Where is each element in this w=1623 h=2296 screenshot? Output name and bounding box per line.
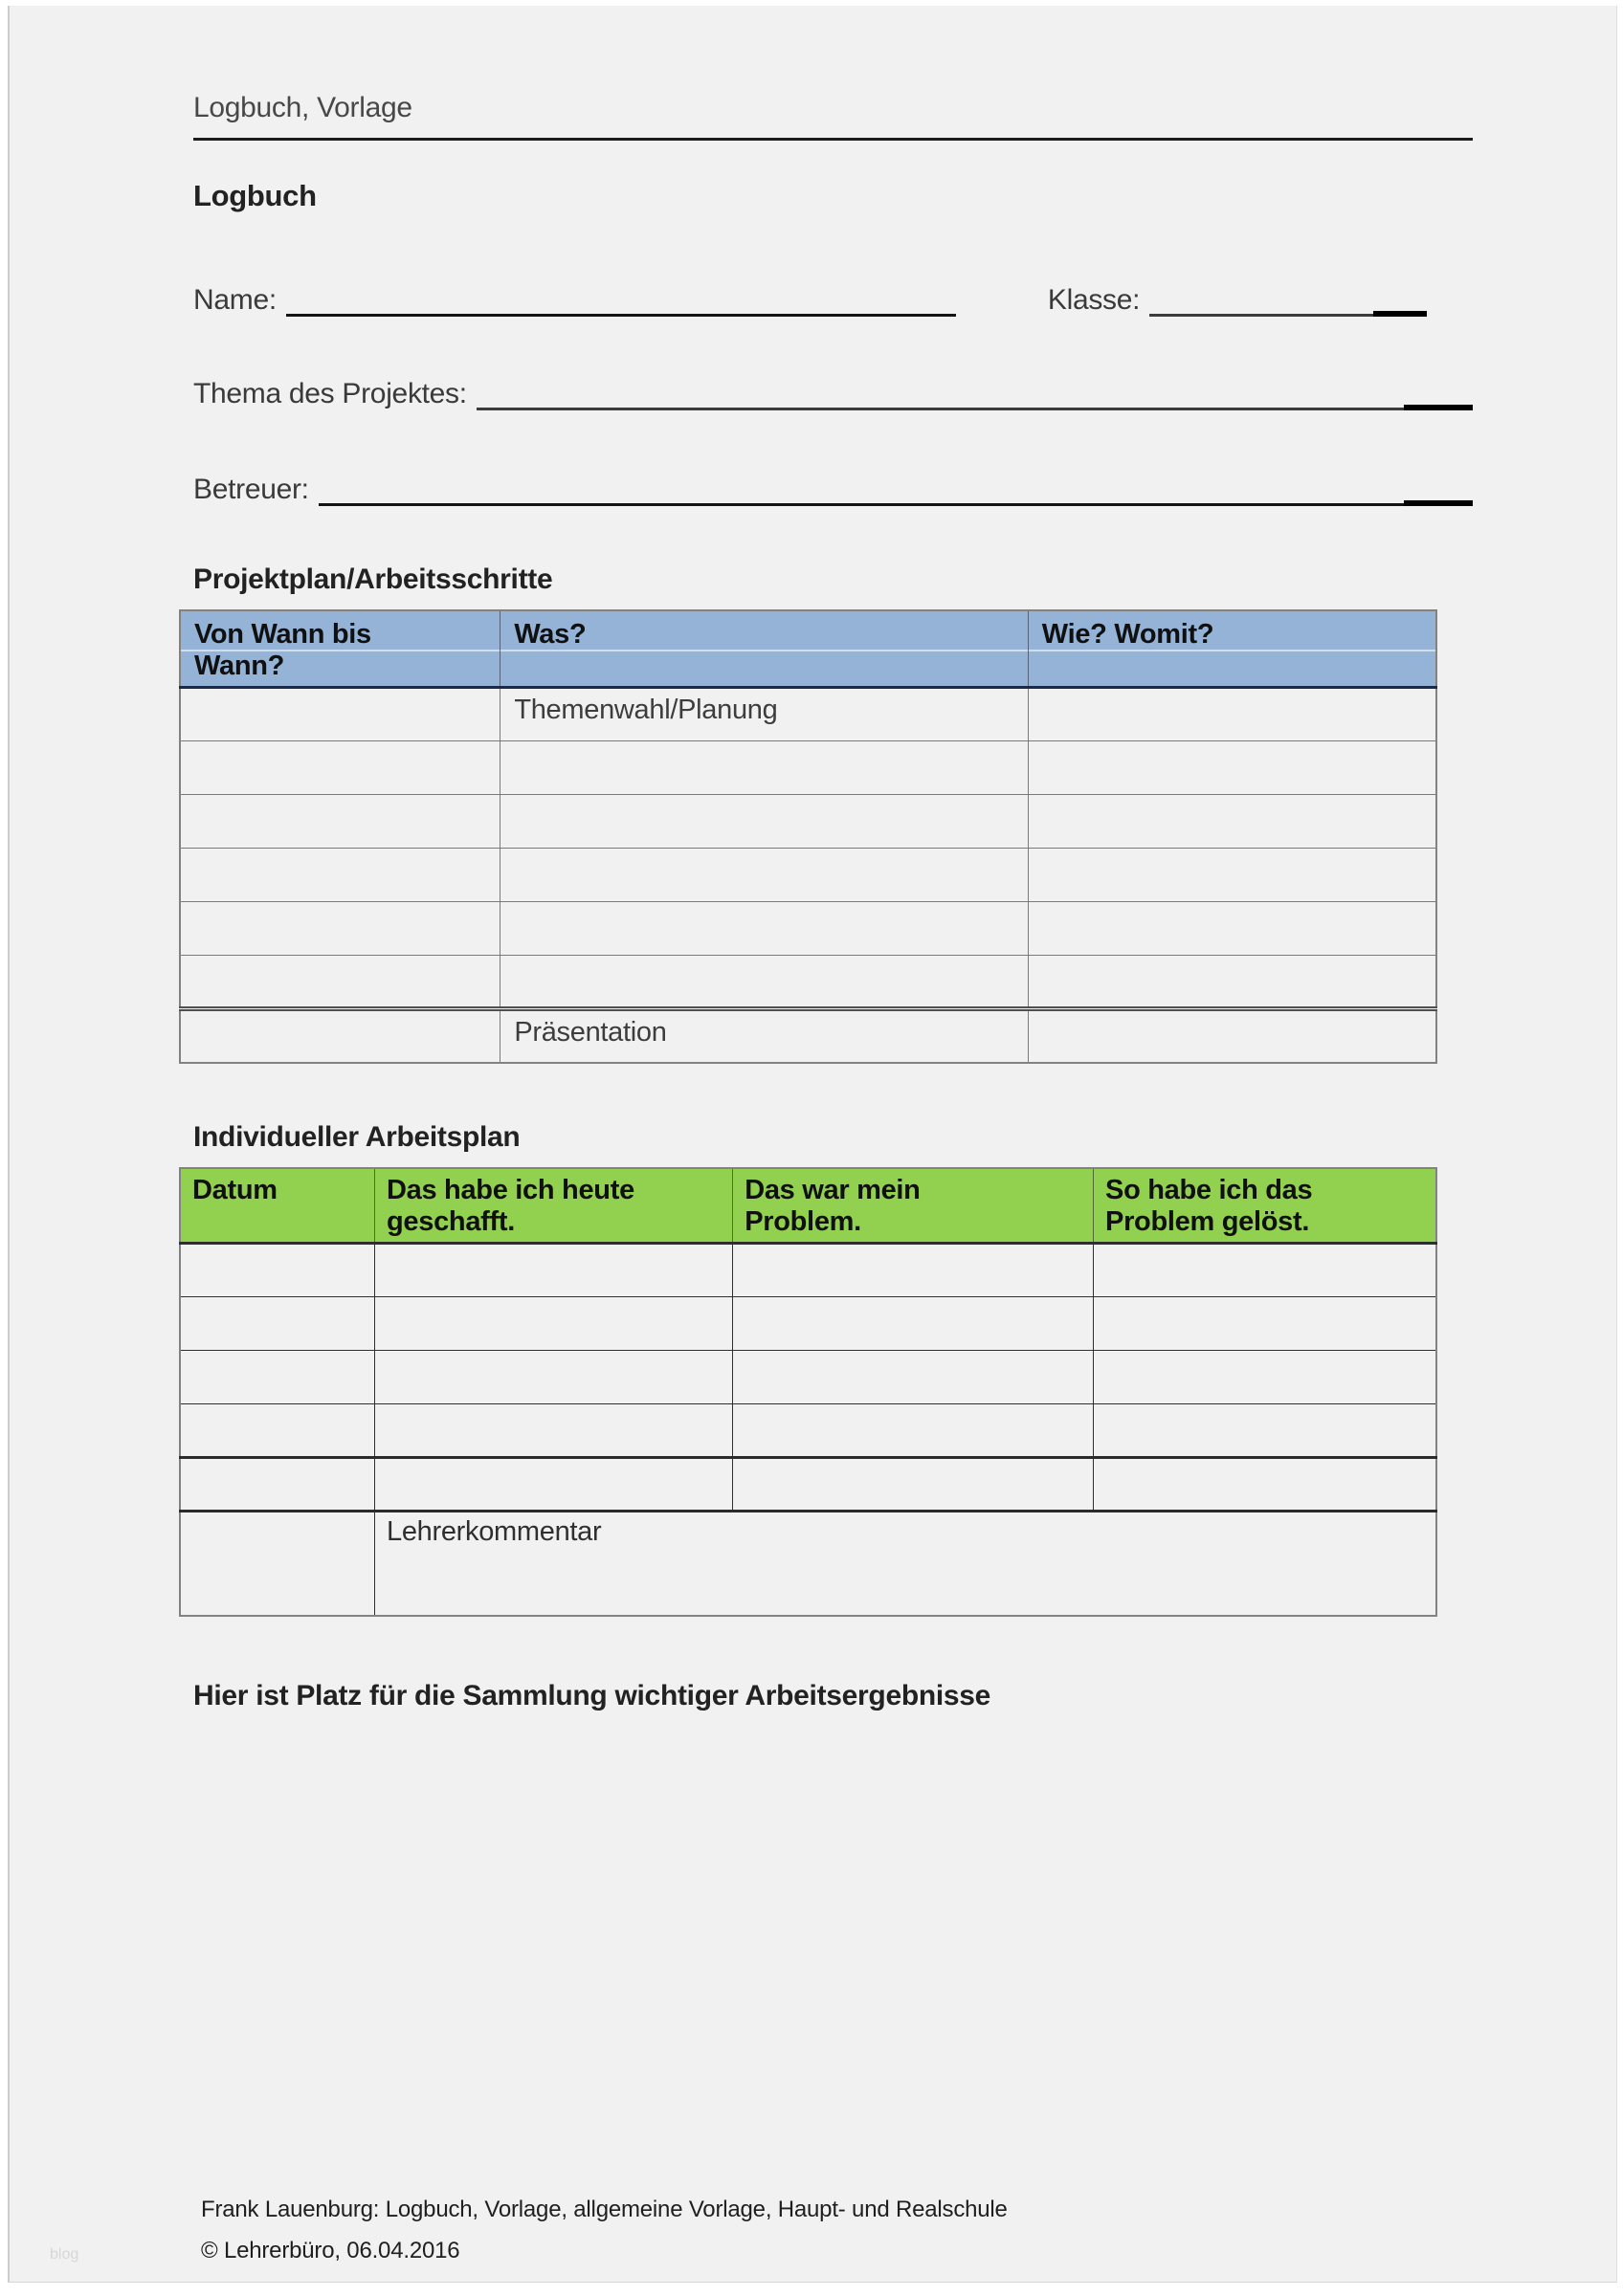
thema-row (193, 376, 1473, 410)
betreuer-input-line (319, 472, 1404, 506)
table-cell (180, 1243, 375, 1296)
table-cell (375, 1403, 733, 1457)
column-header-von-wann: Von Wann bis Wann? (180, 610, 500, 688)
page-content (193, 92, 1473, 1712)
column-header-datum: Datum (180, 1168, 375, 1244)
thema-line-end (1404, 376, 1473, 410)
table-cell (1028, 849, 1436, 902)
klasse-line-end (1373, 282, 1427, 317)
table-header-row (180, 1168, 1436, 1244)
table-cell (1094, 1350, 1436, 1403)
table-cell: Präsentation (500, 1009, 1028, 1063)
table-cell (500, 795, 1028, 849)
results-note-heading: Hier ist Platz für die Sammlung wichtiger Arbeitsergebnisse (193, 1680, 991, 1711)
klasse-label: Klasse: (1047, 284, 1141, 316)
thema-input-line (477, 376, 1404, 410)
table-cell (180, 1403, 375, 1457)
table-cell (180, 1350, 375, 1403)
column-header-geschafft: Das habe ich heute geschafft. (375, 1168, 733, 1244)
projektplan-heading: Projektplan/Arbeitsschritte (193, 563, 553, 595)
table-cell (375, 1243, 733, 1296)
table-row (180, 741, 1436, 795)
table-cell (375, 1457, 733, 1511)
table-cell (1028, 688, 1436, 741)
document-title: Logbuch (193, 179, 317, 212)
betreuer-row (193, 472, 1473, 506)
table-row (180, 1403, 1436, 1457)
table-row (180, 1009, 1436, 1063)
table-cell (1094, 1296, 1436, 1350)
column-header-geloest: So habe ich das Problem gelöst. (1094, 1168, 1436, 1244)
arbeitsplan-table (179, 1167, 1437, 1618)
table-cell (733, 1403, 1094, 1457)
footer-credit-line: Frank Lauenburg: Logbuch, Vorlage, allgemeine Vorlage, Haupt- und Realschule (201, 2197, 1008, 2222)
projektplan-table (179, 609, 1437, 1064)
table-cell: Themenwahl/Planung (500, 688, 1028, 741)
table-cell (500, 849, 1028, 902)
column-header-was: Was? (500, 610, 1028, 688)
running-header: Logbuch, Vorlage (193, 92, 1473, 141)
table-cell (733, 1457, 1094, 1511)
page-footer (201, 2189, 1008, 2271)
table-cell (733, 1350, 1094, 1403)
table-cell (733, 1243, 1094, 1296)
thema-label: Thema des Projektes: (193, 378, 467, 409)
betreuer-line-end (1404, 472, 1473, 506)
name-input-line (286, 282, 956, 317)
klasse-input-line (1149, 282, 1377, 317)
paper-sheet (8, 6, 1617, 2283)
table-cell (180, 1457, 375, 1511)
table-cell (180, 688, 500, 741)
table-cell (1094, 1243, 1436, 1296)
table-row (180, 902, 1436, 956)
table-row (180, 956, 1436, 1009)
table-cell (180, 902, 500, 956)
table-cell (1028, 1009, 1436, 1063)
name-label: Name: (193, 284, 277, 316)
lehrerkommentar-cell: Lehrerkommentar (375, 1511, 1437, 1616)
table-cell (1028, 902, 1436, 956)
table-cell (1094, 1457, 1436, 1511)
table-cell (180, 1296, 375, 1350)
table-cell (500, 956, 1028, 1009)
footer-copyright-line: © Lehrerbüro, 06.04.2016 (201, 2238, 460, 2263)
lehrerkommentar-row (180, 1511, 1436, 1616)
table-cell (375, 1296, 733, 1350)
table-cell (180, 795, 500, 849)
table-cell (1094, 1403, 1436, 1457)
table-cell (180, 849, 500, 902)
table-cell (500, 741, 1028, 795)
table-cell (180, 741, 500, 795)
table-cell (1028, 741, 1436, 795)
table-row (180, 1243, 1436, 1296)
table-row (180, 795, 1436, 849)
name-klasse-row (193, 282, 1473, 317)
table-row (180, 1350, 1436, 1403)
table-cell (1028, 956, 1436, 1009)
column-header-problem: Das war mein Problem. (733, 1168, 1094, 1244)
table-cell (733, 1296, 1094, 1350)
arbeitsplan-heading: Individueller Arbeitsplan (193, 1120, 521, 1153)
table-row (180, 849, 1436, 902)
table-cell (1028, 795, 1436, 849)
betreuer-label: Betreuer: (193, 474, 309, 505)
table-row (180, 1457, 1436, 1511)
table-cell (180, 956, 500, 1009)
table-cell (180, 1511, 375, 1616)
table-cell (180, 1009, 500, 1063)
table-header-row (180, 610, 1436, 688)
watermark-text: blog (50, 2246, 79, 2263)
table-cell (375, 1350, 733, 1403)
table-row (180, 1296, 1436, 1350)
table-row (180, 688, 1436, 741)
table-cell (500, 902, 1028, 956)
column-header-wie-womit: Wie? Womit? (1028, 610, 1436, 688)
